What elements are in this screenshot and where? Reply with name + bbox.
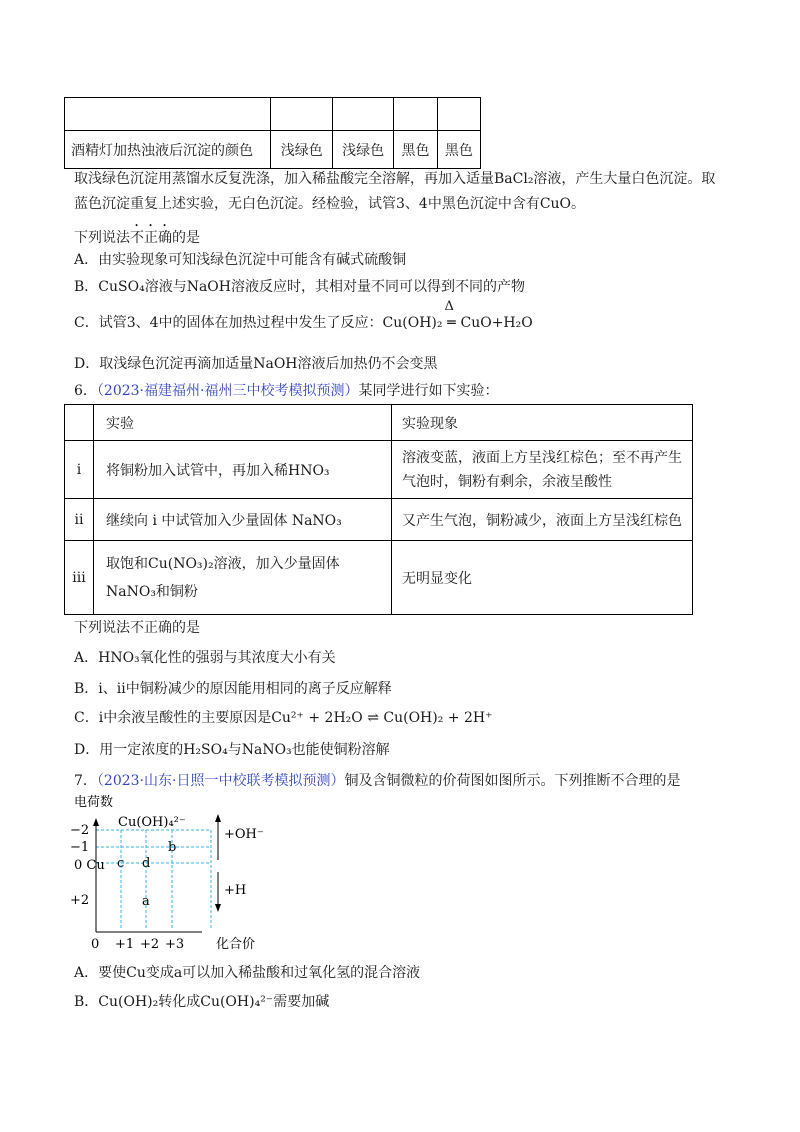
top-table — [64, 97, 481, 169]
stem-text: 下列说法 — [74, 230, 130, 246]
option-d: D．用一定浓度的H₂SO₄与NaNO₃也能使铜粉溶解 — [74, 742, 390, 758]
arrow-up-label: +OH⁻ — [224, 827, 264, 842]
table-cell: 黑色 — [394, 131, 437, 169]
question-stem: 下列说法不正确的是 — [74, 620, 200, 636]
observation-cell: 无明显变化 — [392, 541, 693, 615]
question-stem: 某同学进行如下实验： — [358, 383, 499, 399]
option-c — [74, 299, 533, 333]
option-text: C．试管3、4中的固体在加热过程中发生了反应：Cu(OH)₂ — [74, 315, 443, 331]
header-cell: 实验现象 — [392, 405, 693, 441]
question-6 — [74, 381, 498, 401]
stem-emphasis: 不正确 — [130, 230, 172, 246]
x-tick: +1 — [115, 937, 135, 952]
point-d: d — [142, 856, 151, 871]
option-text: CuO+H₂O — [460, 315, 533, 331]
row-id: ii — [65, 499, 94, 541]
experiment-cell: 继续向 i 中试管加入少量固体 NaNO₃ — [94, 499, 392, 541]
row-id: iii — [65, 541, 94, 615]
question-stem: 铜及含铜微粒的价荷图如图所示。下列推断不合理的是 — [344, 773, 681, 789]
observation-cell: 又产生气泡，铜粉减少，液面上方呈浅红棕色 — [392, 499, 693, 541]
table-cell: 浅绿色 — [271, 131, 332, 169]
experiment-cell: 将铜粉加入试管中，再加入稀HNO₃ — [94, 441, 392, 499]
option-b: B．ⅰ、ⅱ中铜粉减少的原因能用相同的离子反应解释 — [74, 681, 392, 697]
x-tick: +2 — [140, 937, 160, 952]
option-c: C．ⅰ中余液呈酸性的主要原因是Cu²⁺ + 2H₂O ⇌ Cu(OH)₂ + 2H⁺ — [74, 710, 493, 726]
experiment-table — [64, 404, 693, 615]
y-tick: +2 — [70, 893, 90, 908]
question-number: 7． — [74, 773, 97, 789]
table-cell: 浅绿色 — [332, 131, 393, 169]
question-stem — [74, 222, 200, 248]
paragraph: 取浅绿色沉淀用蒸馏水反复洗涤，加入稀盐酸完全溶解，再加入适量BaCl₂溶液，产生大量白色沉淀。取 — [74, 171, 716, 187]
equals-sign: ═ — [447, 315, 456, 331]
experiment-cell: 取饱和Cu(NO₃)₂溶液，加入少量固体NaNO₃和铜粉 — [94, 541, 392, 615]
point-c: c — [117, 856, 125, 871]
observation-cell: 溶液变蓝，液面上方呈浅红棕色；至不再产生气泡时，铜粉有剩余，余液呈酸性 — [392, 441, 693, 499]
point-a: a — [142, 894, 150, 909]
option-b: B．Cu(OH)₂转化成Cu(OH)₄²⁻需要加碱 — [74, 994, 330, 1010]
arrow-down-label: +H — [224, 883, 247, 898]
question-number: 6． — [74, 383, 97, 399]
y-tick: 0 Cu — [74, 858, 105, 873]
table-cell: 黑色 — [437, 131, 480, 169]
x-axis-title: 化合价 — [216, 937, 256, 952]
question-7 — [74, 771, 680, 791]
option-a: A．由实验现象可知浅绿色沉淀中可能含有碱式硫酸铜 — [74, 252, 407, 268]
option-d: D．取浅绿色沉淀再滴加适量NaOH溶液后加热仍不会变黑 — [74, 356, 438, 372]
delta-symbol: Δ — [444, 299, 454, 314]
heat-arrow — [442, 299, 460, 333]
y-axis-title: 电荷数 — [74, 795, 114, 810]
x-tick: 0 — [91, 937, 100, 952]
row-id: i — [65, 441, 94, 499]
valence-charge-diagram — [64, 790, 364, 960]
header-cell: 实验 — [94, 405, 392, 441]
point-b: b — [168, 840, 177, 855]
question-source: （2023·山东·日照一中校联考模拟预测） — [96, 773, 345, 789]
stem-text: 的是 — [172, 230, 200, 246]
option-a: A．要使Cu变成a可以加入稀盐酸和过氧化氢的混合溶液 — [74, 965, 421, 981]
row-label: 酒精灯加热浊液后沉淀的颜色 — [65, 131, 271, 169]
x-tick: +3 — [165, 937, 185, 952]
question-source: （2023·福建福州·福州三中校考模拟预测） — [96, 383, 359, 399]
option-b: B．CuSO₄溶液与NaOH溶液反应时，其相对量不同可以得到不同的产物 — [74, 279, 525, 295]
species-label: Cu(OH)₄²⁻ — [118, 815, 186, 830]
paragraph: 蓝色沉淀重复上述实验，无白色沉淀。经检验，试管3、4中黑色沉淀中含有CuO。 — [74, 196, 586, 212]
y-tick: −1 — [70, 840, 90, 855]
option-a: A．HNO₃氧化性的强弱与其浓度大小有关 — [74, 650, 336, 666]
y-tick: −2 — [70, 823, 90, 838]
